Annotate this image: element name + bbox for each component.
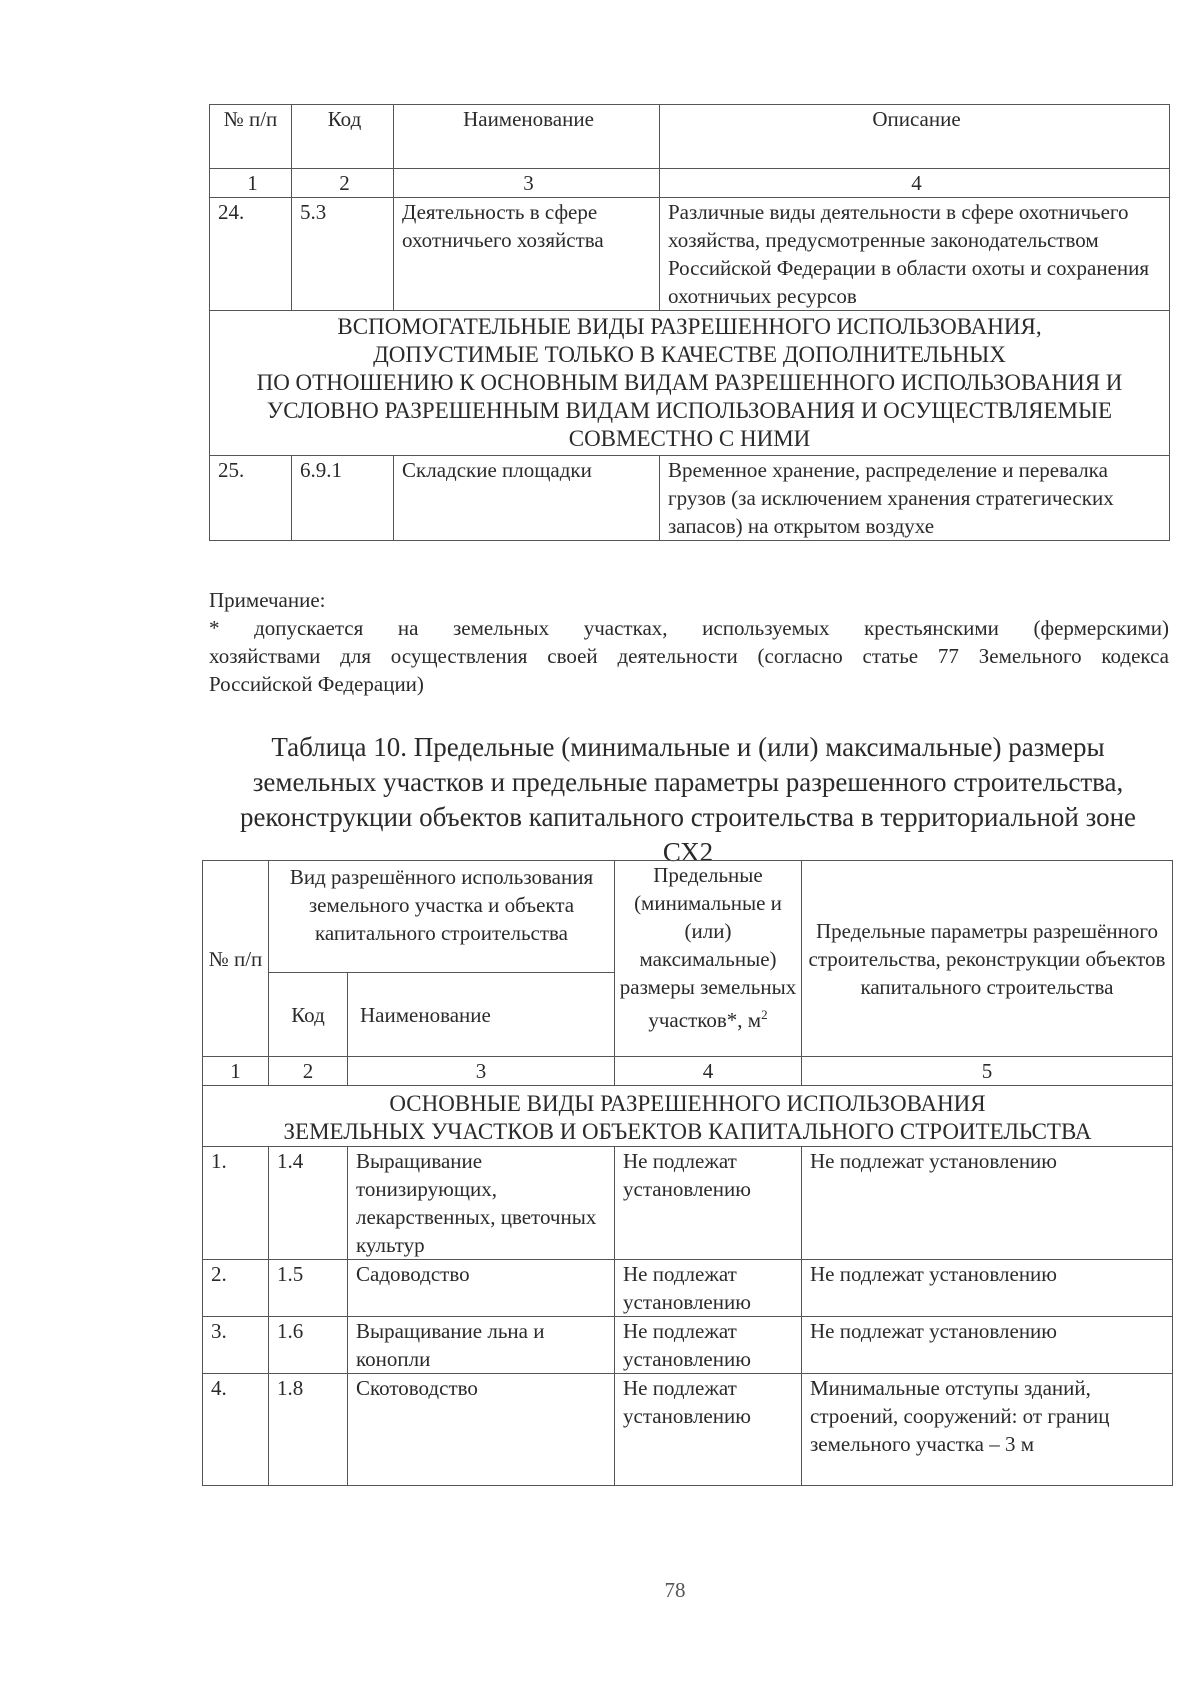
row-params: Не подлежат установлению <box>802 1317 1173 1374</box>
header-name: Наименование <box>348 973 615 1057</box>
header-num: № п/п <box>210 105 292 169</box>
column-number-row <box>210 169 1170 198</box>
limits-table <box>202 860 1173 1486</box>
column-number: 3 <box>394 169 660 198</box>
header-use-type: Вид разрешённого использования земельного участка и объекта капитального строительства <box>269 861 615 973</box>
row-name: Скотоводство <box>348 1374 615 1486</box>
row-code: 5.3 <box>292 198 394 311</box>
header-name: Наименование <box>394 105 660 169</box>
table-title <box>205 730 1171 870</box>
row-name: Выращивание тонизирующих, лекарственных, цветочных культур <box>348 1147 615 1260</box>
row-params: Минимальные отступы зданий, строений, сооружений: от границ земельного участка – 3 м <box>802 1374 1173 1486</box>
table-title-line: СХ2 <box>662 837 714 867</box>
table-row <box>210 456 1170 541</box>
column-number: 1 <box>203 1057 269 1086</box>
section-line: ВСПОМОГАТЕЛЬНЫЕ ВИДЫ РАЗРЕШЕННОГО ИСПОЛЬЗОВАНИЯ, <box>337 314 1042 339</box>
row-size: Не подлежат установлению <box>615 1317 802 1374</box>
row-num: 1. <box>203 1147 269 1260</box>
row-code: 6.9.1 <box>292 456 394 541</box>
row-description: Различные виды деятельности в сфере охотничьего хозяйства, предусмотренные законодательством Российской Федерации в области охоты и сохранения охотничьих ресурсов <box>660 198 1170 311</box>
section-header <box>210 311 1170 456</box>
note-title: Примечание: <box>209 588 326 612</box>
row-name: Выращивание льна и конопли <box>348 1317 615 1374</box>
row-code: 1.6 <box>269 1317 348 1374</box>
column-number-row <box>203 1057 1173 1086</box>
table-row <box>210 198 1170 311</box>
row-code: 1.5 <box>269 1260 348 1317</box>
section-line: ЗЕМЕЛЬНЫХ УЧАСТКОВ И ОБЪЕКТОВ КАПИТАЛЬНОГО СТРОИТЕЛЬСТВА <box>283 1119 1092 1144</box>
table-title-line: земельных участков и предельные параметры разрешенного строительства, <box>252 767 1124 797</box>
header-plot-sizes <box>615 861 802 1057</box>
section-header <box>203 1086 1173 1147</box>
row-num: 2. <box>203 1260 269 1317</box>
row-num: 24. <box>210 198 292 311</box>
row-params: Не подлежат установлению <box>802 1260 1173 1317</box>
note-line: хозяйствами для осуществления своей деятельности (согласно статье 77 Земельного кодекса <box>209 644 1169 668</box>
row-size: Не подлежат установлению <box>615 1147 802 1260</box>
column-number: 4 <box>660 169 1170 198</box>
table-row <box>203 1260 1173 1317</box>
column-number: 2 <box>292 169 394 198</box>
section-line: СОВМЕСТНО С НИМИ <box>568 426 811 451</box>
section-header-row <box>210 311 1170 456</box>
note-line: Российской Федерации) <box>209 672 424 696</box>
row-name: Складские площадки <box>394 456 660 541</box>
note-line: * допускается на земельных участках, используемых крестьянскими (фермерскими) <box>209 616 1169 640</box>
table-row <box>203 1374 1173 1486</box>
row-code: 1.4 <box>269 1147 348 1260</box>
note-block <box>209 586 1169 698</box>
header-plot-sizes-text: Предельные (минимальные и (или) максимальные) размеры земельных участков*, м <box>619 863 797 1032</box>
row-name: Садоводство <box>348 1260 615 1317</box>
row-name: Деятельность в сфере охотничьего хозяйства <box>394 198 660 311</box>
table-row <box>203 1317 1173 1374</box>
header-num: № п/п <box>203 861 269 1057</box>
row-num: 4. <box>203 1374 269 1486</box>
page-number: 78 <box>664 1578 686 1602</box>
row-size: Не подлежат установлению <box>615 1374 802 1486</box>
header-code: Код <box>292 105 394 169</box>
header-description: Описание <box>660 105 1170 169</box>
section-header-row <box>203 1086 1173 1147</box>
table-title-line: Таблица 10. Предельные (минимальные и (или) максимальные) размеры <box>271 732 1105 762</box>
row-num: 25. <box>210 456 292 541</box>
continuation-table <box>209 104 1170 541</box>
section-line: ОСНОВНЫЕ ВИДЫ РАЗРЕШЕННОГО ИСПОЛЬЗОВАНИЯ <box>389 1091 986 1116</box>
table-title-line: реконструкции объектов капитального строительства в территориальной зоне <box>239 802 1137 832</box>
section-line: ДОПУСТИМЫЕ ТОЛЬКО В КАЧЕСТВЕ ДОПОЛНИТЕЛЬНЫХ <box>373 342 1006 367</box>
header-build-params: Предельные параметры разрешённого строительства, реконструкции объектов капитального строительства <box>802 861 1173 1057</box>
table-row <box>203 1147 1173 1260</box>
row-params: Не подлежат установлению <box>802 1147 1173 1260</box>
column-number: 3 <box>348 1057 615 1086</box>
header-code: Код <box>269 973 348 1057</box>
column-number: 5 <box>802 1057 1173 1086</box>
section-line: УСЛОВНО РАЗРЕШЕННЫМ ВИДАМ ИСПОЛЬЗОВАНИЯ И ОСУЩЕСТВЛЯЕМЫЕ <box>266 398 1113 423</box>
row-size: Не подлежат установлению <box>615 1260 802 1317</box>
column-number: 4 <box>615 1057 802 1086</box>
row-num: 3. <box>203 1317 269 1374</box>
table-header-row <box>210 105 1170 169</box>
column-number: 1 <box>210 169 292 198</box>
row-description: Временное хранение, распределение и перевалка грузов (за исключением хранения стратегических запасов) на открытом воздухе <box>660 456 1170 541</box>
table-header-row <box>203 861 1173 973</box>
superscript: 2 <box>761 1007 768 1022</box>
section-line: ПО ОТНОШЕНИЮ К ОСНОВНЫМ ВИДАМ РАЗРЕШЕННОГО ИСПОЛЬЗОВАНИЯ И <box>256 370 1123 395</box>
column-number: 2 <box>269 1057 348 1086</box>
row-code: 1.8 <box>269 1374 348 1486</box>
